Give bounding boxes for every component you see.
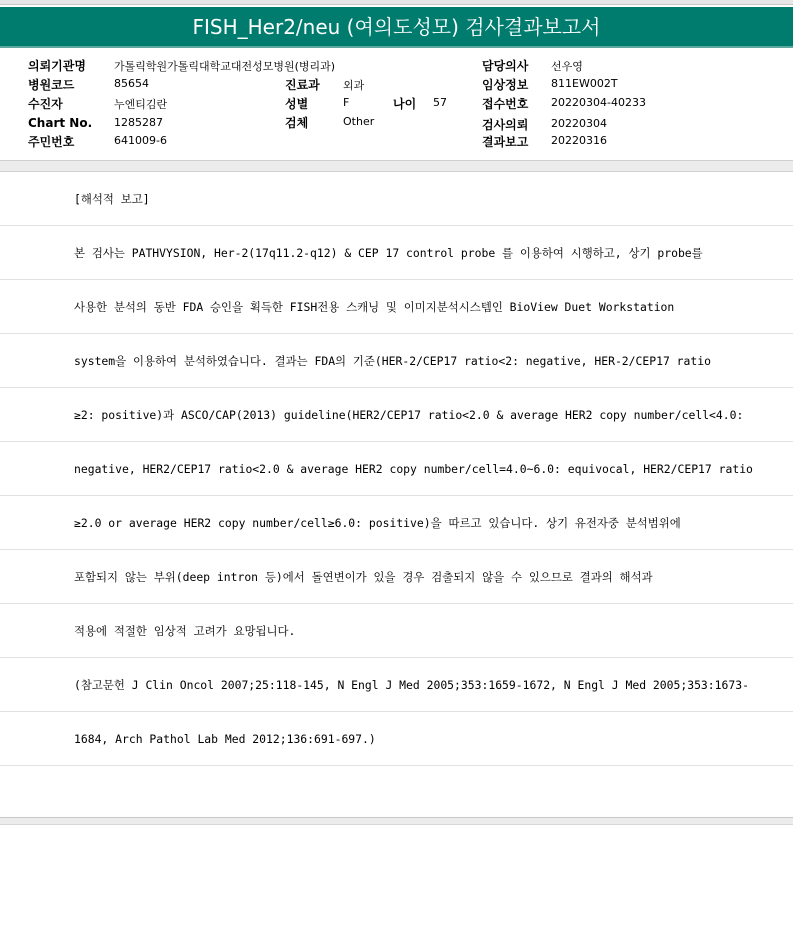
receipt-no-label: 접수번호 [482, 97, 529, 111]
request-date-label: 검사의뢰 [482, 118, 529, 132]
chart-no-label: Chart No. [28, 116, 93, 130]
report-line: system을 이용하여 분석하였습니다. 결과는 FDA의 기준(HER-2/CEP17 ratio<2: negative, HER-2/CEP17 ratio [0, 334, 793, 388]
institution-label: 의뢰기관명 [28, 59, 86, 73]
report-title: FISH_Her2/neu (여의도성모) 검사결과보고서 [0, 7, 793, 48]
rrn-label: 주민번호 [28, 135, 75, 149]
top-border [0, 0, 793, 5]
institution-value: 가톨릭학원가톨릭대학교대전성모병원(병리과) [114, 60, 336, 73]
report-line: 1684, Arch Pathol Lab Med 2012;136:691-697.) [0, 712, 793, 766]
sex-value: F [343, 96, 350, 109]
report-date-label: 결과보고 [482, 135, 529, 149]
report-line: [해석적 보고] [0, 172, 793, 226]
report-line: ≥2.0 or average HER2 copy number/cell≥6.0: positive)을 따르고 있습니다. 상기 유전자중 분석범위에 [0, 496, 793, 550]
report-body [0, 172, 793, 820]
doctor-label: 담당의사 [482, 59, 529, 73]
specimen-label: 검체 [285, 116, 309, 130]
patient-value: 누엔티김란 [114, 98, 168, 111]
rrn-value: 641009-6 [114, 134, 167, 147]
doctor-value: 선우영 [551, 60, 583, 73]
age-label: 나이 [393, 97, 417, 111]
patient-label: 수진자 [28, 97, 63, 111]
request-date-value: 20220304 [551, 117, 607, 130]
clinical-info-label: 임상정보 [482, 78, 529, 92]
clinical-info-value: 811EW002T [551, 77, 618, 90]
report-date-value: 20220316 [551, 134, 607, 147]
receipt-no-value: 20220304-40233 [551, 96, 646, 109]
report-line: negative, HER2/CEP17 ratio<2.0 & average HER2 copy number/cell=4.0~6.0: equivocal, HER2/CEP17 ratio [0, 442, 793, 496]
patient-info-section [0, 48, 793, 160]
report-line: ≥2: positive)과 ASCO/CAP(2013) guideline(HER2/CEP17 ratio<2.0 & average HER2 copy number/cell<4.0: [0, 388, 793, 442]
report-line: (참고문헌 J Clin Oncol 2007;25:118-145, N Engl J Med 2005;353:1659-1672, N Engl J Med 2005;353:1673- [0, 658, 793, 712]
department-value: 외과 [343, 79, 365, 92]
report-line: 적용에 적절한 임상적 고려가 요망됩니다. [0, 604, 793, 658]
hospital-code-label: 병원코드 [28, 78, 75, 92]
chart-no-value: 1285287 [114, 116, 163, 129]
report-line: 사용한 분석의 동반 FDA 승인을 획득한 FISH전용 스캐닝 및 이미지분석시스템인 BioView Duet Workstation [0, 280, 793, 334]
header-divider [0, 160, 793, 172]
footer-divider [0, 817, 793, 825]
hospital-code-value: 85654 [114, 77, 149, 90]
department-label: 진료과 [285, 78, 320, 92]
sex-label: 성별 [285, 97, 309, 111]
blank-row [0, 766, 793, 820]
report-line: 본 검사는 PATHVYSION, Her-2(17q11.2-q12) & CEP 17 control probe 를 이용하여 시행하고, 상기 probe를 [0, 226, 793, 280]
report-line: 포함되지 않는 부위(deep intron 등)에서 돌연변이가 있을 경우 검출되지 않을 수 있으므로 결과의 해석과 [0, 550, 793, 604]
age-value: 57 [433, 96, 447, 109]
specimen-value: Other [343, 115, 375, 128]
